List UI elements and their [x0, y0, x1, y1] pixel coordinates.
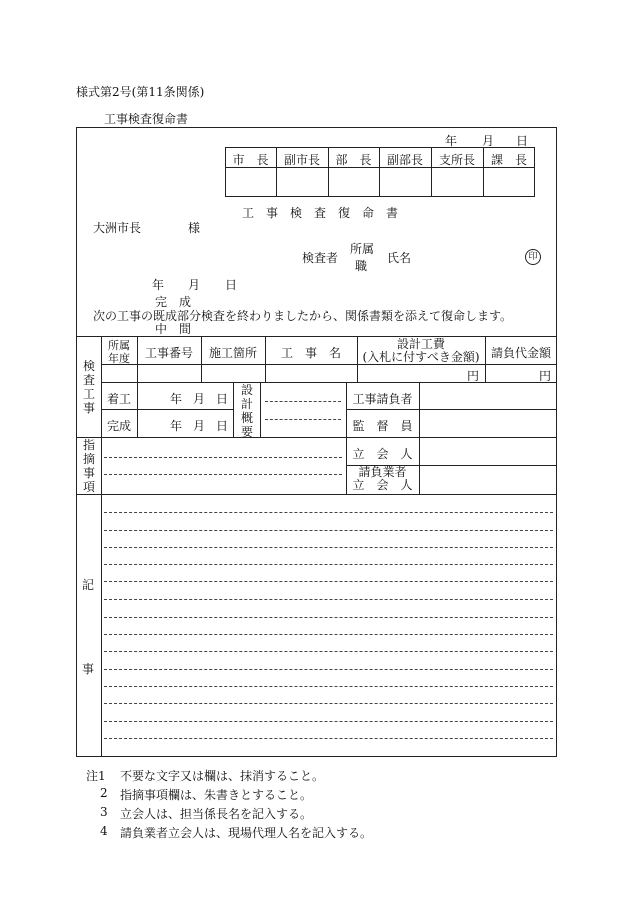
form-name: 工事検査復命書 — [104, 112, 189, 126]
start-label: 着工 — [107, 392, 132, 406]
finish-month: 月 — [193, 419, 206, 433]
header-project-no: 工事番号 — [144, 346, 193, 360]
inspector-label: 検査者 — [302, 251, 339, 265]
footnote-2-num: 2 — [100, 786, 108, 800]
start-year: 年 — [170, 392, 183, 406]
section-label-notes-ki: 記 — [82, 578, 95, 592]
supervisor-label: 監 督 員 — [352, 419, 413, 433]
approval-header-section-chief: 課 長 — [490, 153, 527, 167]
footnote-3-text: 立会人は、担当係長名を記入する。 — [120, 807, 313, 821]
approval-header-branch-chief: 支所長 — [438, 153, 475, 167]
date-day: 日 — [516, 134, 529, 148]
approval-header-deputy-mayor: 副市長 — [283, 153, 320, 167]
finish-day: 日 — [216, 419, 229, 433]
type-complete: 完 成 — [155, 295, 192, 309]
header-design-cost: 設計工費 (入札に付すべき金額) — [362, 337, 480, 364]
design-cost-yen: 円 — [466, 369, 479, 383]
approval-header-director: 部 長 — [335, 153, 372, 167]
approval-header-mayor: 市 長 — [232, 153, 269, 167]
inspection-date-year: 年 — [152, 278, 165, 292]
inspector-name-label: 氏名 — [387, 251, 412, 265]
footnote-4-text: 請負業者立会人は、現場代理人名を記入する。 — [120, 826, 373, 840]
form-frame — [76, 127, 557, 757]
inspection-date-day: 日 — [225, 278, 238, 292]
type-middle: 中 間 — [155, 322, 192, 336]
contractor-witness-label: 請負業者 立 会 人 — [352, 465, 413, 492]
inspector-affiliation: 所属 — [350, 242, 375, 256]
footnote-1-num: 注1 — [86, 769, 106, 783]
witness-label: 立 会 人 — [352, 447, 413, 461]
section-label-findings: 指摘事項 — [82, 438, 95, 494]
footnote-2-text: 指摘事項欄は、朱書きとすること。 — [120, 788, 313, 802]
form-number: 様式第2号(第11条関係) — [76, 85, 205, 99]
contractor-label: 工事請負者 — [352, 392, 413, 406]
start-day: 日 — [216, 392, 229, 406]
footnote-1-text: 不要な文字又は欄は、抹消すること。 — [120, 769, 325, 783]
contract-amount-yen: 円 — [538, 369, 551, 383]
honorific: 様 — [188, 221, 201, 235]
section-label-inspection: 検査工事 — [82, 359, 95, 415]
inspection-date-month: 月 — [188, 278, 201, 292]
footnote-4-num: 4 — [100, 824, 108, 838]
header-contract-amount: 請負代金額 — [490, 346, 551, 360]
section-label-notes-ji: 事 — [82, 662, 95, 676]
approval-header-deputy-director: 副部長 — [386, 153, 423, 167]
report-sentence: 次の工事の既成部分検査を終わりましたから、関係書類を添えて復命します。 — [93, 309, 513, 323]
seal-mark: 印 — [525, 249, 541, 265]
start-month: 月 — [193, 392, 206, 406]
date-month: 月 — [482, 134, 495, 148]
footnote-3-num: 3 — [100, 805, 108, 819]
header-year: 所属 年度 — [108, 339, 130, 365]
finish-year: 年 — [170, 419, 183, 433]
document-title: 工 事 検 査 復 命 書 — [242, 206, 399, 220]
header-project-name: 工 事 名 — [280, 346, 341, 360]
addressee: 大洲市長 — [93, 221, 142, 235]
inspector-position: 職 — [355, 259, 368, 273]
header-site: 施工箇所 — [208, 346, 257, 360]
finish-label: 完成 — [107, 419, 132, 433]
date-year: 年 — [445, 134, 458, 148]
design-summary-label: 設計概要 — [240, 383, 253, 439]
